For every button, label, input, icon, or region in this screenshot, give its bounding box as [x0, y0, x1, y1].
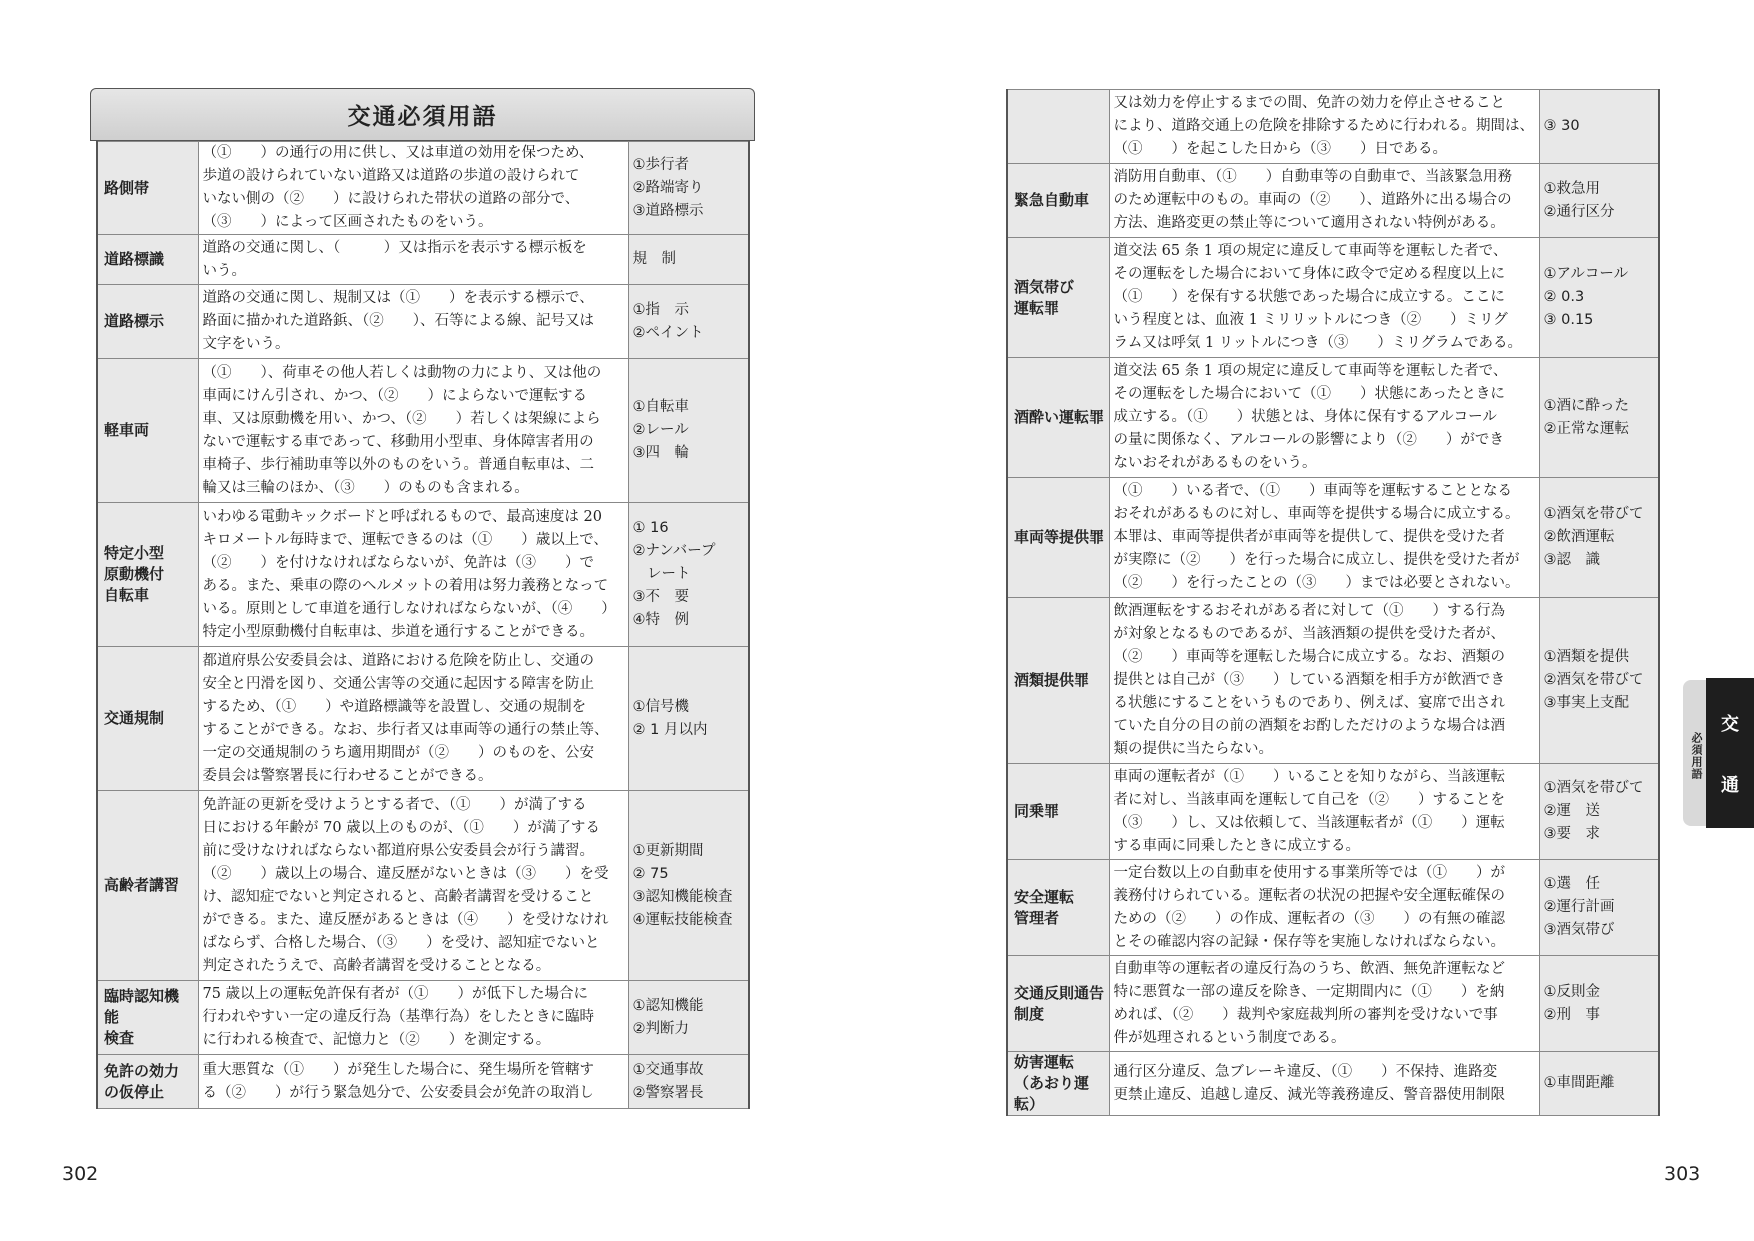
definition-cell: 道路の交通に関し、（ ）又は指示を表示する標示板を いう。	[198, 235, 628, 285]
definition-cell: （① ）の通行の用に供し、又は車道の効用を保つため、 歩道の設けられていない道路又は道路の歩道の設けられて いない側の（② ）に設けられた帯状の道路の部分で、 （③ ）によって区画されたものをいう。	[198, 142, 628, 235]
answer-cell: ①酒に酔った ②正常な運転	[1539, 358, 1659, 478]
right-terms-table	[1006, 89, 1660, 1116]
term-cell: 妨害運転 （あおり運転）	[1007, 1052, 1109, 1116]
term-cell: 道路標示	[97, 285, 198, 359]
term-row	[1007, 860, 1659, 956]
page-number-right: 303	[1664, 1163, 1701, 1185]
answer-cell: ①歩行者 ②路端寄り ③道路標示	[628, 142, 749, 235]
definition-cell: 飲酒運転をするおそれがある者に対して（① ）する行為 が対象となるものであるが、当該酒類の提供を受けた者が、 （② ）車両等を運転した場合に成立する。なお、酒類の 提供とは自己が（③ ）している酒類を相手方が飲酒でき る状態にすることをいうものであり、例えば、宴席で出され ていた自分の目の前の酒類をお酌しただけのような場合は酒 類の提供に当たらない。	[1109, 598, 1539, 764]
term-cell: 交通規制	[97, 647, 198, 791]
definition-cell: 一定台数以上の自動車を使用する事業所等では（① ）が 義務付けられている。運転者の状況の把握や安全運転確保の ための（② ）の作成、運転者の（③ ）の有無の確認 とその確認内容の記録・保存等を実施しなければならない。	[1109, 860, 1539, 956]
term-row	[1007, 764, 1659, 860]
term-cell: 酒酔い運転罪	[1007, 358, 1109, 478]
page-number-left: 302	[62, 1163, 99, 1185]
term-row	[97, 359, 749, 503]
definition-cell: （① ）いる者で、（① ）車両等を運転することとなる おそれがあるものに対し、車両等を提供する場合に成立する。 本罪は、車両等提供者が車両等を提供して、提供を受けた者 が実際に（② ）を行った場合に成立し、提供を受けた者が （② ）を行ったことの（③ ）までは必要とされない。	[1109, 478, 1539, 598]
definition-cell: 又は効力を停止するまでの間、免許の効力を停止させること により、道路交通上の危険を排除するために行われる。期間は、 （① ）を起こした日から（③ ）日である。	[1109, 90, 1539, 164]
term-cell: 酒気帯び 運転罪	[1007, 238, 1109, 358]
answer-cell: ①救急用 ②通行区分	[1539, 164, 1659, 238]
answer-cell: 規 制	[628, 235, 749, 285]
answer-cell: ①反則金 ②刑 事	[1539, 956, 1659, 1052]
answer-cell: ①信号機 ② 1 月以内	[628, 647, 749, 791]
term-cell: 車両等提供罪	[1007, 478, 1109, 598]
answer-cell: ①酒気を帯びて ②飲酒運転 ③認 識	[1539, 478, 1659, 598]
left-terms-table	[96, 141, 750, 1109]
answer-cell: ①交通事故 ②警察署長	[628, 1055, 749, 1109]
term-cell: 酒類提供罪	[1007, 598, 1109, 764]
answer-cell: ①酒類を提供 ②酒気を帯びて ③事実上支配	[1539, 598, 1659, 764]
section-title: 交通必須用語	[90, 88, 755, 141]
term-row	[97, 142, 749, 235]
side-tab-char-1: 交	[1721, 713, 1739, 735]
term-row	[1007, 238, 1659, 358]
term-row	[1007, 358, 1659, 478]
term-cell	[1007, 90, 1109, 164]
right-page	[877, 0, 1754, 1241]
term-cell: 安全運転 管理者	[1007, 860, 1109, 956]
term-row	[1007, 956, 1659, 1052]
term-row	[97, 647, 749, 791]
definition-cell: 車両の運転者が（① ）いることを知りながら、当該運転 者に対し、当該車両を運転して自己を（② ）することを （③ ）し、又は依頼して、当該運転者が（① ）運転 する車両に同乗したときに成立する。	[1109, 764, 1539, 860]
term-row	[1007, 164, 1659, 238]
answer-cell: ①更新期間 ② 75 ③認知機能検査 ④運転技能検査	[628, 791, 749, 981]
term-cell: 臨時認知機能 検査	[97, 981, 198, 1055]
definition-cell: 75 歳以上の運転免許保有者が（① ）が低下した場合に 行われやすい一定の違反行為（基準行為）をしたときに臨時 に行われる検査で、記憶力と（② ）を測定する。	[198, 981, 628, 1055]
term-row	[97, 235, 749, 285]
term-row	[1007, 478, 1659, 598]
answer-cell: ①認知機能 ②判断力	[628, 981, 749, 1055]
answer-cell: ③ 30	[1539, 90, 1659, 164]
definition-cell: いわゆる電動キックボードと呼ばれるもので、最高速度は 20 キロメートル毎時まで、運転できるのは（① ）歳以上で、 （② ）を付けなければならないが、免許は（③ ）で ある。また、乗車の際のヘルメットの着用は努力義務となって いる。原則として車道を通行しなければならないが、（④ ） 特定小型原動機付自転車は、歩道を通行することができる。	[198, 503, 628, 647]
term-row	[97, 791, 749, 981]
definition-cell: 道交法 65 条 1 項の規定に違反して車両等を運転した者で、 その運転をした場合において（① ）状態にあったときに 成立する。（① ）状態とは、身体に保有するアルコール の量に関係なく、アルコールの影響により（② ）ができ ないおそれがあるものをいう。	[1109, 358, 1539, 478]
term-cell: 交通反則通告 制度	[1007, 956, 1109, 1052]
term-cell: 特定小型 原動機付 自転車	[97, 503, 198, 647]
answer-cell: ①選 任 ②運行計画 ③酒気帯び	[1539, 860, 1659, 956]
definition-cell: 道路の交通に関し、規制又は（① ）を表示する標示で、 路面に描かれた道路鋲、（② ）、石等による線、記号又は 文字をいう。	[198, 285, 628, 359]
definition-cell: 重大悪質な（① ）が発生した場合に、発生場所を管轄す る（② ）が行う緊急処分で、公安委員会が免許の取消し	[198, 1055, 628, 1109]
definition-cell: 自動車等の運転者の違反行為のうち、飲酒、無免許運転など 特に悪質な一部の違反を除き、一定期間内に（① ）を納 めれば、（② ）裁判や家庭裁判所の審判を受けないで事 件が処理されるという制度である。	[1109, 956, 1539, 1052]
answer-cell: ① 16 ②ナンバープ レート ③不 要 ④特 例	[628, 503, 749, 647]
term-cell: 軽車両	[97, 359, 198, 503]
term-row	[1007, 90, 1659, 164]
side-tab-char-2: 通	[1721, 774, 1739, 796]
definition-cell: 消防用自動車、（① ）自動車等の自動車で、当該緊急用務 のため運転中のもの。車両の（② ）、道路外に出る場合の 方法、進路変更の禁止等について適用されない特例がある。	[1109, 164, 1539, 238]
answer-cell: ①指 示 ②ペイント	[628, 285, 749, 359]
term-cell: 高齢者講習	[97, 791, 198, 981]
term-cell: 道路標識	[97, 235, 198, 285]
term-cell: 同乗罪	[1007, 764, 1109, 860]
term-row	[1007, 1052, 1659, 1116]
answer-cell: ①酒気を帯びて ②運 送 ③要 求	[1539, 764, 1659, 860]
term-row	[97, 1055, 749, 1109]
answer-cell: ①自転車 ②レール ③四 輪	[628, 359, 749, 503]
term-row	[97, 503, 749, 647]
side-tab[interactable]	[1706, 678, 1754, 828]
term-row	[1007, 598, 1659, 764]
side-tab-sublabel-text: 必須用語	[1690, 732, 1703, 780]
definition-cell: 通行区分違反、急ブレーキ違反、（① ）不保持、進路変 更禁止違反、追越し違反、減光等義務違反、警音器使用制限	[1109, 1052, 1539, 1116]
definition-cell: 道交法 65 条 1 項の規定に違反して車両等を運転した者で、 その運転をした場合において身体に政令で定める程度以上に （① ）を保有する状態であった場合に成立する。ここに いう程度とは、血液 1 ミリリットルにつき（② ）ミリグ ラム又は呼気 1 リットルにつき（③ ）ミリグラムである。	[1109, 238, 1539, 358]
term-row	[97, 981, 749, 1055]
term-cell: 緊急自動車	[1007, 164, 1109, 238]
term-cell: 免許の効力 の仮停止	[97, 1055, 198, 1109]
definition-cell: 都道府県公安委員会は、道路における危険を防止し、交通の 安全と円滑を図り、交通公害等の交通に起因する障害を防止 するため、（① ）や道路標識等を設置し、交通の規制を することができる。なお、歩行者又は車両等の通行の禁止等、 一定の交通規制のうち適用期間が（② ）のものを、公安 委員会は警察署長に行わせることができる。	[198, 647, 628, 791]
answer-cell: ①アルコール ② 0.3 ③ 0.15	[1539, 238, 1659, 358]
definition-cell: 免許証の更新を受けようとする者で、（① ）が満了する 日における年齢が 70 歳以上のものが、（① ）が満了する 前に受けなければならない都道府県公安委員会が行う講習。 （② ）歳以上の場合、違反歴がないときは（③ ）を受 け、認知症でないと判定されると、高齢者講習を受けること ができる。また、違反歴があるときは（④ ）を受けなけれ ばならず、合格した場合、（③ ）を受け、認知症でないと 判定されたうえで、高齢者講習を受けることとなる。	[198, 791, 628, 981]
term-row	[97, 285, 749, 359]
term-cell: 路側帯	[97, 142, 198, 235]
answer-cell: ①車間距離	[1539, 1052, 1659, 1116]
definition-cell: （① ）、荷車その他人若しくは動物の力により、又は他の 車両にけん引され、かつ、（② ）によらないで運転する 車、又は原動機を用い、かつ、（② ）若しくは架線によら ないで運転する車であって、移動用小型車、身体障害者用の 車椅子、歩行補助車等以外のものをいう。普通自転車は、二 輪又は三輪のほか、（③ ）のものも含まれる。	[198, 359, 628, 503]
